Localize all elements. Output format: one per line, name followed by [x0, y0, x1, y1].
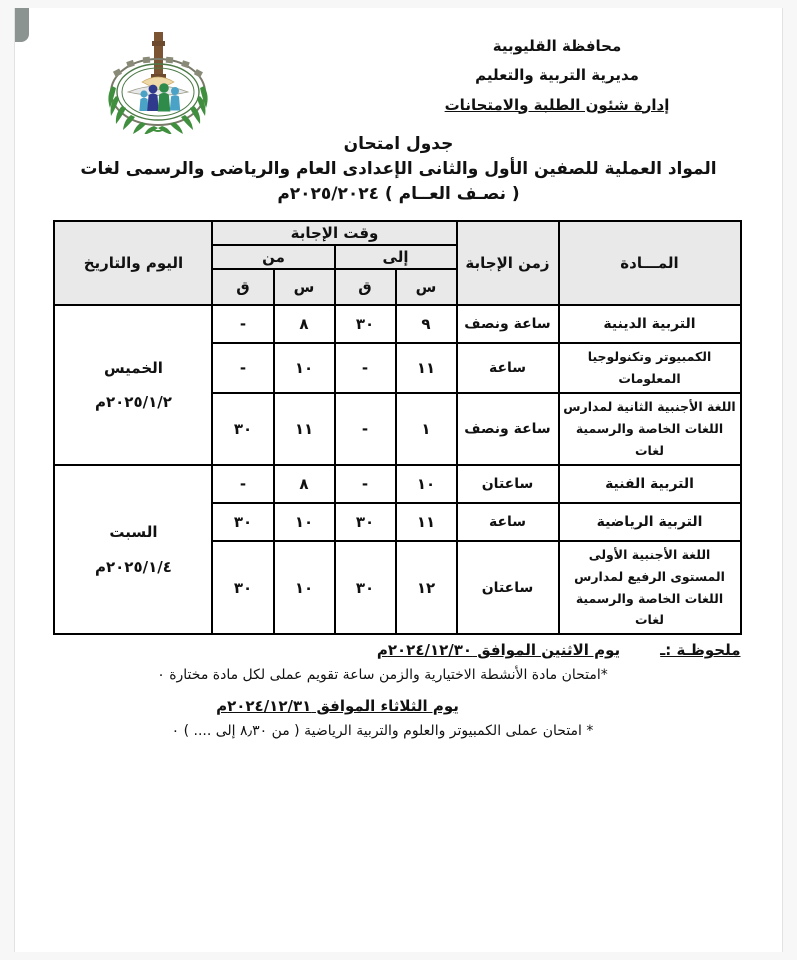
column-header-from-hours: س — [274, 269, 335, 305]
cell-to-minutes: - — [335, 465, 396, 503]
department-name: إدارة شئون الطلبة والامتحانات — [444, 95, 670, 114]
cell-from-hours: ١٠ — [274, 541, 335, 635]
cell-subject — [559, 393, 741, 465]
exam-schedule-table-wrapper — [56, 220, 742, 635]
subject-line: التربية الدينية — [603, 316, 696, 333]
cell-day-date — [54, 465, 212, 635]
notes-section — [55, 641, 743, 744]
day-name: الخميس — [103, 358, 163, 377]
note-first-heading-row — [55, 641, 741, 659]
document-page — [14, 8, 783, 952]
notes-label: ملحوظـة :ـ — [660, 641, 741, 660]
cell-from-minutes: - — [212, 465, 273, 503]
cell-from-minutes: ٣٠ — [212, 393, 273, 465]
cell-to-hours: ١١ — [396, 343, 457, 393]
cell-from-minutes: ٣٠ — [212, 503, 273, 541]
day-name: السبت — [109, 523, 158, 542]
note-date-tuesday: يوم الثلاثاء الموافق ٢٠٢٤/١٢/٣١م — [216, 696, 459, 715]
directorate-name: مديرية التربية والتعليم — [475, 66, 639, 85]
note-text-activities: *امتحان مادة الأنشطة الاختيارية والزمن ساعة تقويم عملى لكل مادة مختارة ٠ — [157, 667, 608, 684]
document-header — [15, 8, 782, 126]
cell-from-minutes: - — [212, 343, 273, 393]
cell-to-hours: ١ — [396, 393, 457, 465]
cell-day-date — [54, 305, 212, 464]
column-header-to: إلى — [335, 245, 457, 269]
cell-to-minutes: ٣٠ — [335, 503, 396, 541]
cell-to-hours: ١٠ — [396, 465, 457, 503]
header-text-block — [392, 32, 722, 120]
cell-duration: ساعة — [457, 343, 559, 393]
subject-line: اللغة الأجنبية الأولى — [588, 546, 711, 562]
page-subtitle: المواد العملية للصفين الأول والثانى الإعدادى العام والرياضى والرسمى لغات — [80, 158, 717, 179]
column-header-answer-time: وقت الإجابة — [212, 221, 456, 245]
cell-to-minutes: ٣٠ — [335, 541, 396, 635]
subject-line: اللغات الخاصة والرسمية لغات — [575, 590, 724, 628]
governorate-name: محافظة القليوبية — [492, 37, 622, 55]
column-header-from: من — [212, 245, 334, 269]
cell-from-minutes: ٣٠ — [212, 541, 273, 635]
document-titles — [15, 132, 782, 208]
table-row — [54, 465, 740, 503]
column-header-to-minutes: ق — [335, 269, 396, 305]
note-text-practical: * امتحان عملى الكمبيوتر والعلوم والتربية الرياضية ( من ٨٫٣٠ إلى .... ) ٠ — [171, 722, 594, 739]
cell-subject — [559, 343, 741, 393]
table-row — [54, 305, 740, 343]
exam-schedule-table — [53, 220, 741, 635]
subject-line: التربية الفنية — [605, 475, 694, 492]
column-header-from-minutes: ق — [212, 269, 273, 305]
cell-subject — [559, 305, 741, 343]
cell-to-hours: ١٢ — [396, 541, 457, 635]
subject-line: الكمبيوتر وتكنولوجيا المعلومات — [587, 349, 712, 387]
table-header — [54, 221, 740, 305]
subject-line: اللغات الخاصة والرسمية لغات — [575, 421, 724, 458]
cell-subject — [559, 465, 741, 503]
cell-duration: ساعة — [457, 503, 559, 541]
cell-from-hours: ١٠ — [274, 503, 335, 541]
cell-to-minutes: - — [335, 393, 396, 465]
note-date-monday: يوم الاثنين الموافق ٢٠٢٤/١٢/٣٠م — [376, 641, 621, 660]
cell-from-hours: ١١ — [274, 393, 335, 465]
cell-from-hours: ٨ — [274, 465, 335, 503]
cell-duration: ساعة ونصف — [457, 393, 559, 465]
cell-duration: ساعتان — [457, 541, 559, 635]
day-date: ٢٠٢٥/١/٤م — [95, 557, 172, 576]
cell-subject — [559, 541, 741, 635]
column-header-duration: زمن الإجابة — [457, 221, 559, 305]
table-body — [54, 305, 740, 634]
cell-to-hours: ١١ — [396, 503, 457, 541]
cell-to-minutes: - — [335, 343, 396, 393]
page-title: جدول امتحان — [343, 134, 454, 154]
cell-to-hours: ٩ — [396, 305, 457, 343]
academic-term: ( نصـف العــام ) ٢٠٢٥/٢٠٢٤م — [277, 184, 520, 205]
subject-line: التربية الرياضية — [596, 513, 703, 530]
day-date: ٢٠٢٥/١/٢م — [95, 393, 172, 412]
cell-to-minutes: ٣٠ — [335, 305, 396, 343]
table-header-row-1 — [54, 221, 740, 245]
cell-subject — [559, 503, 741, 541]
column-header-to-hours: س — [396, 269, 457, 305]
column-header-day-date: اليوم والتاريخ — [54, 221, 212, 305]
cell-duration: ساعة ونصف — [457, 305, 559, 343]
subject-line: المستوى الرفيع لمدارس — [574, 568, 725, 584]
subject-line: اللغة الأجنبية الثانية لمدارس — [563, 399, 736, 415]
cell-from-minutes: - — [212, 305, 273, 343]
cell-from-hours: ١٠ — [274, 343, 335, 393]
column-header-subject: المـــادة — [559, 221, 741, 305]
cell-from-hours: ٨ — [274, 305, 335, 343]
cell-duration: ساعتان — [457, 465, 559, 503]
education-directorate-emblem-icon — [94, 30, 222, 134]
